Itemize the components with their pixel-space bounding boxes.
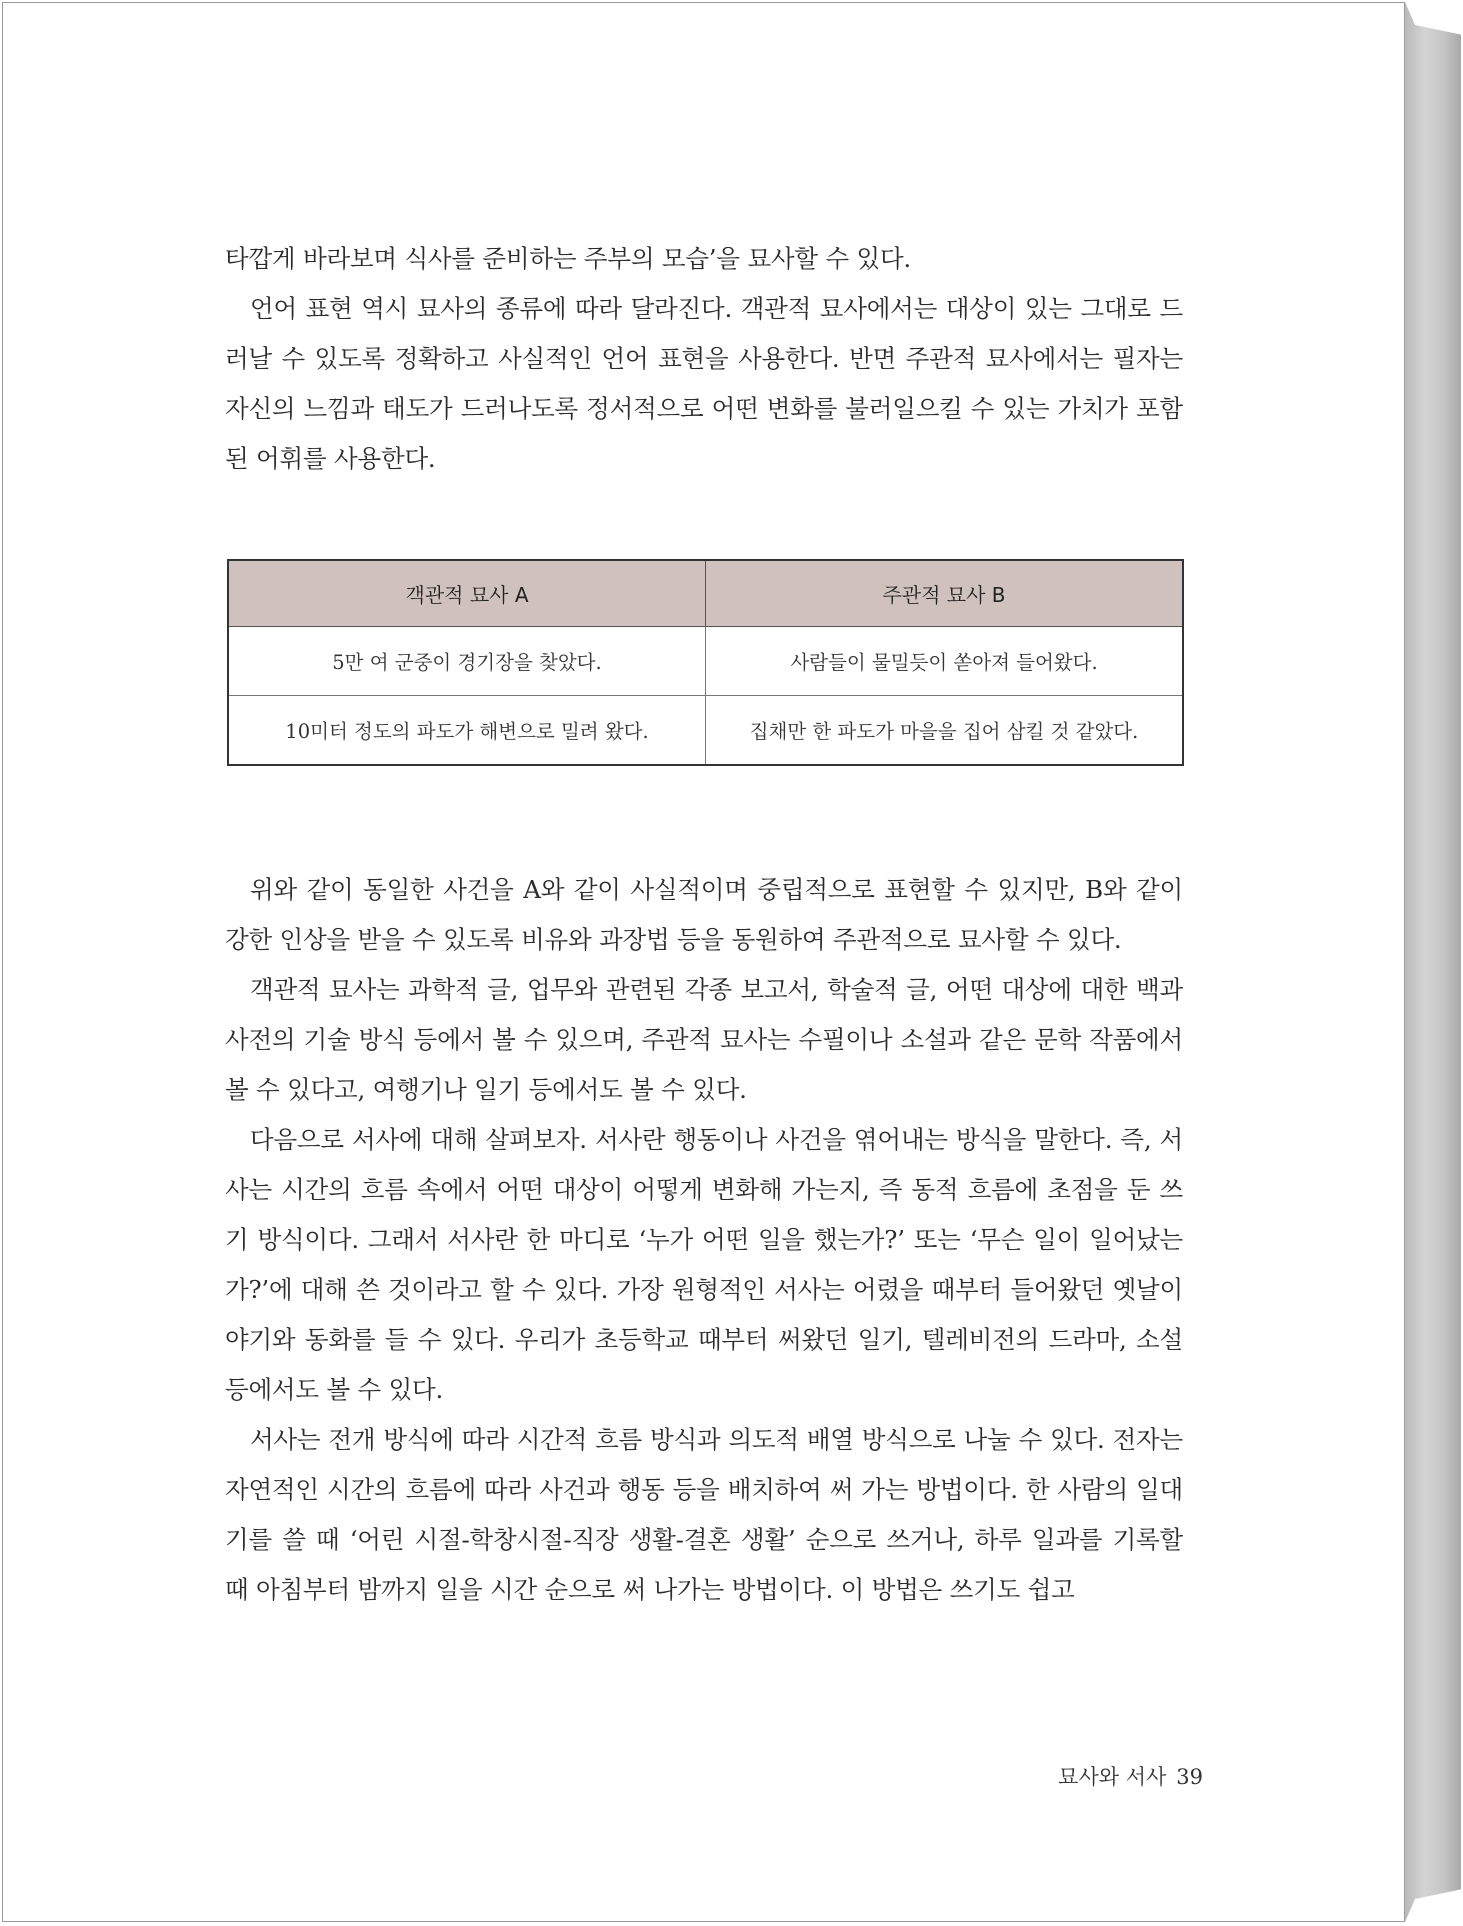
page-footer [1033,1761,1203,1791]
book-page [2,2,1405,1922]
paragraph: 다음으로 서사에 대해 살펴보자. 서사란 행동이나 사건을 엮어내는 방식을 말한다. 즉, 서사는 시간의 흐름 속에서 어떤 대상이 어떻게 변화해 가는지, 즉 동적 흐름에 초점을 둔 쓰기 방식이다. 그래서 서사란 한 마디로 ‘누가 어떤 일을 했는가?’ 또는 ‘무슨 일이 일어났는가?’에 대해 쓴 것이라고 할 수 있다. 가장 원형적인 서사는 어렸을 때부터 들어왔던 옛날이야기와 동화를 들 수 있다. 우리가 초등학교 때부터 써왔던 일기, 텔레비전의 드라마, 소설 등에서도 볼 수 있다. [225,1125,1183,1404]
paragraph: 객관적 묘사는 과학적 글, 업무와 관련된 각종 보고서, 학술적 글, 어떤 대상에 대한 백과사전의 기술 방식 등에서 볼 수 있으며, 주관적 묘사는 수필이나 소설과 같은 문학 작품에서 볼 수 있다고, 여행기나 일기 등에서도 볼 수 있다. [225,975,1183,1104]
body-text-bottom [225,865,1183,1615]
paragraph: 위와 같이 동일한 사건을 A와 같이 사실적이며 중립적으로 표현할 수 있지만, B와 같이 강한 인상을 받을 수 있도록 비유와 과장법 등을 동원하여 주관적으로 묘사할 수 있다. [225,875,1183,954]
table-row [228,627,1183,696]
section-title: 묘사와 서사 [1058,1765,1167,1789]
page-number: 39 [1176,1765,1203,1789]
paragraph: 언어 표현 역시 묘사의 종류에 따라 달라진다. 객관적 묘사에서는 대상이 있는 그대로 드러날 수 있도록 정확하고 사실적인 언어 표현을 사용한다. 반면 주관적 묘사에서는 필자는 자신의 느낌과 태도가 드러나도록 정서적으로 어떤 변화를 불러일으킬 수 있는 가치가 포함된 어휘를 사용한다. [225,294,1183,473]
description-comparison-table [227,559,1184,766]
table-header-row [228,560,1183,627]
table-cell: 5만 여 군중이 경기장을 찾았다. [228,627,706,696]
paragraph: 서사는 전개 방식에 따라 시간적 흐름 방식과 의도적 배열 방식으로 나눌 수 있다. 전자는 자연적인 시간의 흐름에 따라 사건과 행동 등을 배치하여 써 가는 방법이다. 한 사람의 일대기를 쓸 때 ‘어린 시절-학창시절-직장 생활-결혼 생활’ 순으로 쓰거나, 하루 일과를 기록할 때 아침부터 밤까지 일을 시간 순으로 써 나가는 방법이다. 이 방법은 쓰기도 쉽고 [225,1425,1183,1604]
paragraph: 타깝게 바라보며 식사를 준비하는 주부의 모습’을 묘사할 수 있다. [225,244,912,273]
table-header-subjective: 주관적 묘사 B [706,560,1184,627]
table-cell: 사람들이 물밀듯이 쏟아져 들어왔다. [706,627,1184,696]
table-cell: 10미터 정도의 파도가 해변으로 밀려 왔다. [228,696,706,766]
body-text-top [225,234,1183,484]
table-cell: 집채만 한 파도가 마을을 집어 삼킬 것 같았다. [706,696,1184,766]
table-header-objective: 객관적 묘사 A [228,560,706,627]
book-page-edge [1405,2,1461,1922]
table-row [228,696,1183,766]
